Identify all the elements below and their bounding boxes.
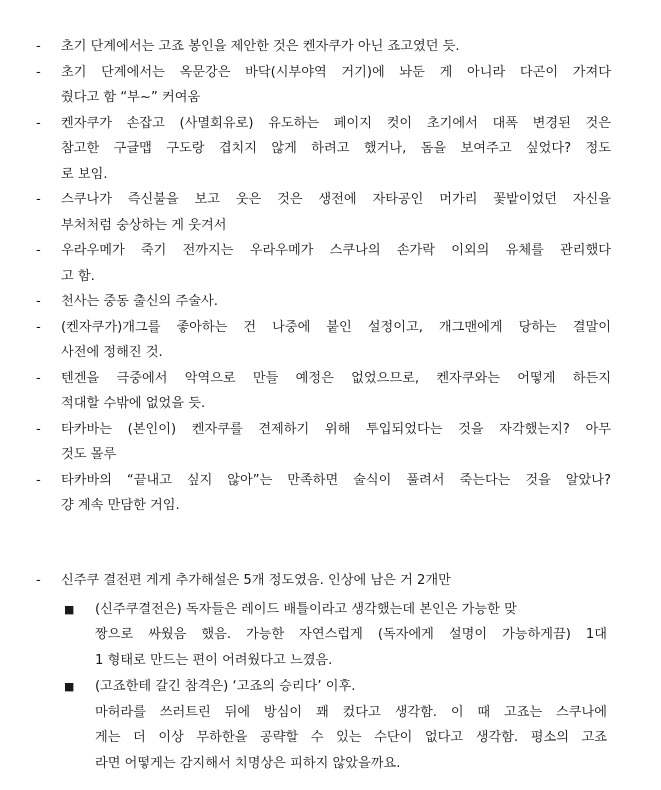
sub-bullet-item (0, 597, 661, 674)
dash-marker: - (36, 573, 41, 588)
text-line: 게는 더 이상 무하한을 공략할 수 있는 수단이 없다고 생각함. 평소의 고죠 (95, 730, 607, 745)
bullet-text (61, 417, 611, 468)
bullet-item (0, 568, 661, 594)
dash-marker: - (36, 319, 41, 335)
text-line: (켄자쿠가)개그를 좋아하는 건 나중에 붙인 설정이고, 개그맨에게 당하는 결말이 (61, 319, 611, 335)
text-line: 로 보임. (61, 166, 108, 182)
text-line: 신주쿠 결전편 게게 추가해설은 5개 정도였음. 인상에 남은 거 2개만 (61, 573, 451, 588)
dash-marker: - (36, 370, 41, 386)
text-line: 우라우메가 죽기 전까지는 우라우메가 스쿠나의 손가락 이외의 유체를 관리했다 (61, 243, 611, 258)
bullet-item (0, 187, 661, 238)
sub-bullet-text (95, 597, 607, 674)
text-line: 초기 단계에서는 고죠 봉인을 제안한 것은 켄자쿠가 아닌 죠고였던 듯. (61, 39, 460, 54)
dash-marker: - (36, 243, 41, 258)
bullet-item (0, 34, 661, 60)
text-line: 걍 계속 만담한 거임. (61, 498, 180, 513)
bullet-text (61, 289, 611, 315)
bullet-item (0, 468, 661, 519)
dash-marker: - (36, 421, 41, 437)
bullet-text (61, 366, 611, 417)
bullet-text (61, 34, 611, 60)
square-marker: ■ (64, 602, 75, 616)
dash-marker: - (36, 294, 41, 309)
text-line: (신주쿠결전은) 독자들은 레이드 배틀이라고 생각했는데 본인은 가능한 맞 (95, 601, 517, 617)
bullet-text (61, 111, 611, 188)
bullet-text (61, 60, 611, 111)
text-line: 천사는 중동 출신의 주술사. (61, 294, 218, 309)
bullet-item (0, 111, 661, 188)
text-line: 참고한 구글맵 구도랑 겹치지 않게 하려고 했거나, 돔을 보여주고 싶었다? 정도 (61, 141, 611, 156)
dash-marker: - (36, 39, 41, 54)
text-line: 켄자쿠가 손잡고 (사멸회유로) 유도하는 페이지 컷이 초기에서 대폭 변경된 것은 (61, 115, 611, 131)
bullet-item (0, 366, 661, 417)
text-line: 타카바의 “끝내고 싶지 않아”는 만족하면 술식이 풀려서 죽는다는 것을 알았나? (61, 472, 611, 488)
text-line: 적대할 수밖에 없었을 듯. (61, 396, 206, 411)
text-line: 것도 몰루 (61, 447, 117, 462)
sub-bullet-text (95, 674, 607, 776)
text-line: 타카바는 (본인이) 켄자쿠를 견제하기 위해 투입되었다는 것을 자각했는지? 아무 (61, 421, 611, 437)
dash-marker: - (36, 192, 41, 207)
text-line: 초기 단계에서는 옥문강은 바닥(시부야역 거기)에 놔둔 게 아니라 다곤이 가져다 (61, 64, 611, 80)
text-line: 스쿠나가 즉신불을 보고 웃은 것은 생전에 자타공인 머가리 꽃밭이었던 자신을 (61, 192, 611, 207)
bullet-item (0, 60, 661, 111)
text-line: 라면 어떻게는 감지해서 치명상은 피하지 않았을까요. (95, 755, 401, 771)
bullet-text (61, 315, 611, 366)
sub-bullet-item (0, 674, 661, 776)
bullet-item (0, 315, 661, 366)
text-line: 1 형태로 만드는 편이 어려웠다고 느꼈음. (95, 652, 333, 668)
bullet-text (61, 468, 611, 519)
text-line: 텐겐을 극중에서 악역으로 만들 예정은 없었으므로, 켄자쿠와는 어떻게 하든지 (61, 370, 611, 386)
bullet-text (61, 187, 611, 238)
text-line: 마허라를 쓰러트린 뒤에 방심이 꽤 컸다고 생각함. 이 때 고죠는 스쿠나에 (95, 704, 607, 720)
bullet-text (61, 568, 611, 594)
text-line: 짱으로 싸웠음 했음. 가능한 자연스럽게 (독자에게 설명이 가능하게끔) 1대 (95, 627, 607, 642)
bullet-item (0, 238, 661, 289)
text-line: 사전에 정해진 것. (61, 345, 163, 360)
text-line: (고죠한테 갈긴 참격은) ‘고죠의 승리다’ 이후. (95, 679, 356, 694)
square-marker: ■ (64, 680, 75, 693)
dash-marker: - (36, 64, 41, 80)
text-line: 부처처럼 숭상하는 게 웃겨서 (61, 217, 227, 233)
bullet-item (0, 417, 661, 468)
bullet-text (61, 238, 611, 289)
bullet-item (0, 289, 661, 315)
dash-marker: - (36, 115, 41, 131)
text-line: 고 함. (61, 268, 95, 284)
text-line: 줬다고 함 “부~” 커여움 (61, 90, 201, 105)
dash-marker: - (36, 472, 41, 488)
